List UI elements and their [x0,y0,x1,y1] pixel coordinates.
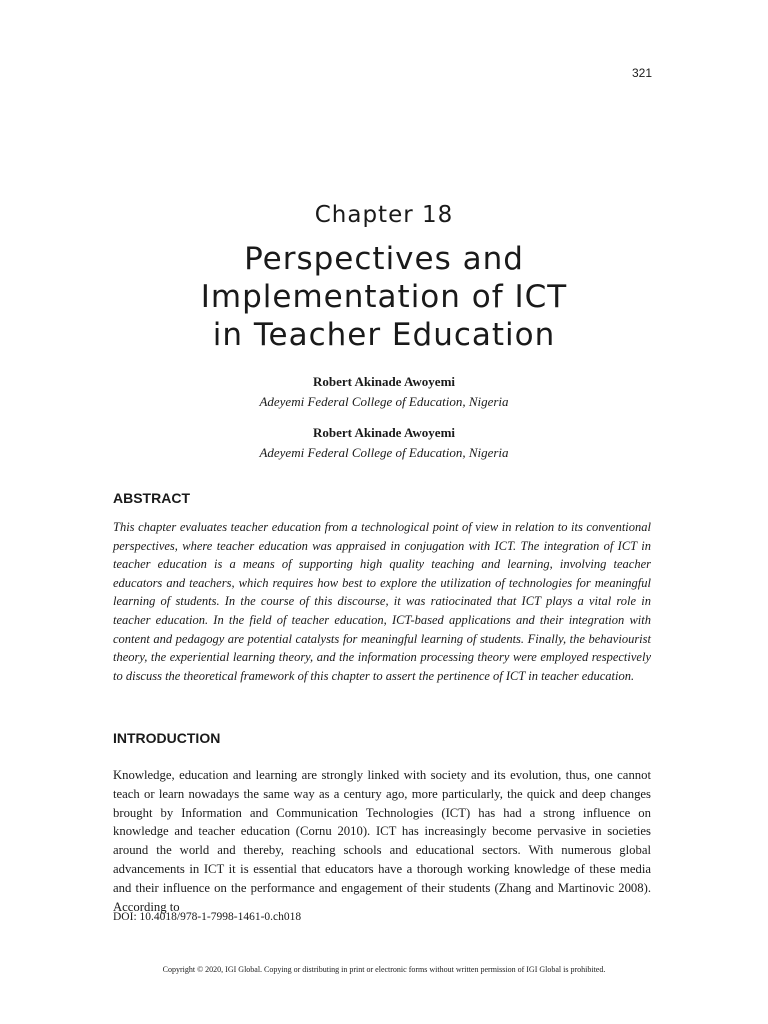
chapter-title-line: Implementation of ICT [200,279,568,315]
introduction-heading: INTRODUCTION [113,730,221,746]
chapter-label: Chapter 18 [314,202,454,228]
author-block [0,423,768,463]
author-block [0,372,768,412]
chapter-title-line: Perspectives and [244,241,524,277]
author-affiliation: Adeyemi Federal College of Education, Nigeria [259,394,509,409]
page-number: 321 [631,66,652,80]
abstract-body: This chapter evaluates teacher education from a technological point of view in relation to its conventional perspectives, where teacher education was appraised in conjugation with ICT. The integration of ICT in teacher education is a means of supporting high quality teaching and learning, involving teacher educators and teachers, which requires how best to explore the utilization of technologies for meaningful learning of students. In the course of this discourse, it was ratiocinated that ICT plays a vital role in teacher education. In the field of teacher education, ICT-based applications and their integration with content and pedagogy are potential catalysts for meaningful learning of students. Finally, the behaviourist theory, the experiential learning theory, and the information processing theory were employed respectively to discuss the theoretical framework of this chapter to assert the pertinence of ICT in teacher education. [113,520,651,683]
author-name: Robert Akinade Awoyemi [312,425,456,440]
abstract-heading: ABSTRACT [113,490,190,506]
introduction-body: Knowledge, education and learning are strongly linked with society and its evolution, thus, one cannot teach or learn nowadays the same way as a century ago, more particularly, the quick and deep changes brought by Information and Communication Technologies (ICT) has had a strong influence on knowledge and teacher education (Cornu 2010). ICT has increasingly become pervasive in societies around the world and thereby, reaching schools and educational sectors. With numerous global advancements in ICT it is essential that educators have a thorough working knowledge of these media and their influence on the performance and engagement of their students (Zhang and Martinovic 2008). According to [113,768,651,914]
doi-label: DOI: 10.4018/978-1-7998-1461-0.ch018 [113,911,302,923]
author-affiliation: Adeyemi Federal College of Education, Nigeria [259,445,509,460]
chapter-title [0,240,768,354]
copyright-notice: Copyright © 2020, IGI Global. Copying or distributing in print or electronic forms without written permission of IGI Global is prohibited. [162,965,606,974]
chapter-title-line: in Teacher Education [212,317,556,353]
author-name: Robert Akinade Awoyemi [312,374,456,389]
